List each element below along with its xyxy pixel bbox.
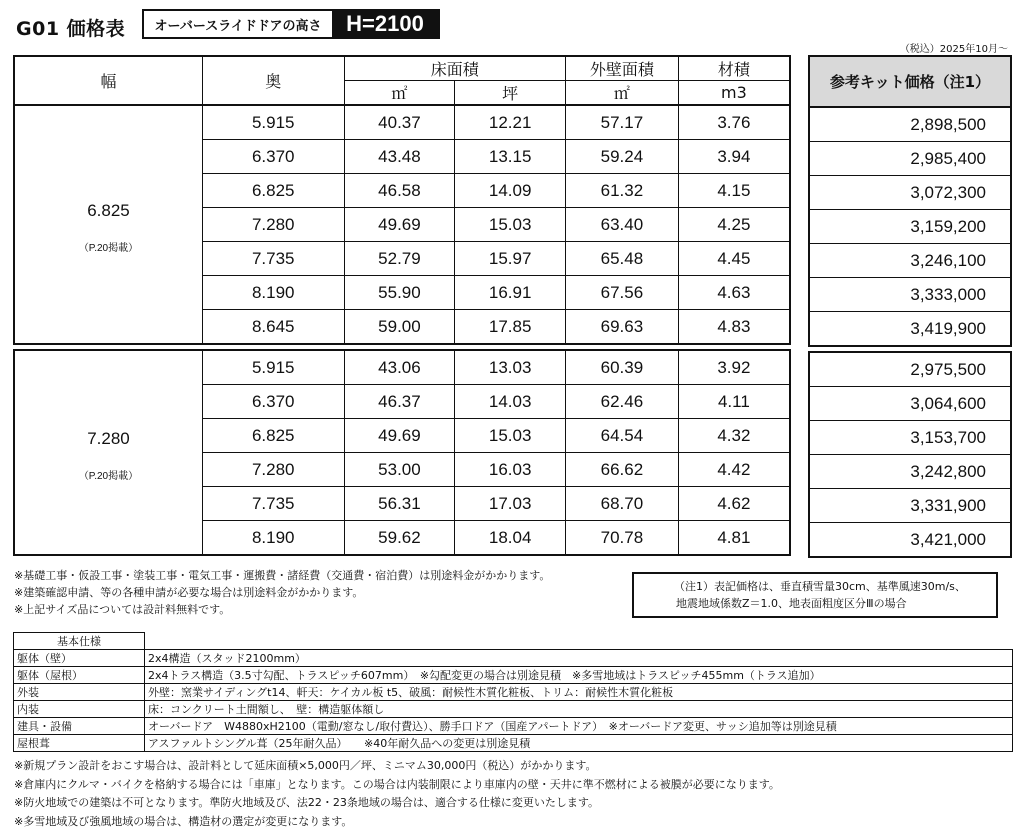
- note-box-line: （注1）表記価格は、垂直積雪量30cm、基準風速30m/s、: [674, 580, 966, 593]
- price-row: [809, 107, 1011, 142]
- reference-price-table: [808, 55, 1012, 558]
- wall-area-cell: 60.39: [566, 350, 679, 385]
- floor-m2-cell: 40.37: [344, 105, 455, 140]
- floor-tsubo-cell: 16.91: [455, 276, 566, 310]
- spec-key: 建具・設備: [14, 718, 145, 735]
- price-row: [809, 455, 1011, 489]
- material-cell: 4.11: [678, 385, 790, 419]
- kit-price-cell: 3,072,300: [809, 176, 1011, 210]
- price-row: [809, 421, 1011, 455]
- kit-price-cell: 2,975,500: [809, 352, 1011, 387]
- price-row: [809, 278, 1011, 312]
- spec-row: [14, 701, 1013, 718]
- price-row: [809, 352, 1011, 387]
- note-line: ※基礎工事・仮設工事・塗装工事・電気工事・運搬費・諸経費（交通費・宿泊費）は別途料金がかかります。: [14, 569, 551, 582]
- width-cell: [14, 105, 202, 344]
- spec-table: [13, 632, 1013, 752]
- wall-area-cell: 64.54: [566, 419, 679, 453]
- width-cell: [14, 350, 202, 555]
- unit-floor-tsubo: 坪: [455, 81, 566, 106]
- door-height-box: [142, 9, 440, 39]
- price-row: [809, 489, 1011, 523]
- depth-cell: 6.370: [202, 385, 344, 419]
- price-row: [809, 312, 1011, 347]
- depth-cell: 8.190: [202, 276, 344, 310]
- header-width: 幅: [14, 56, 202, 105]
- door-height-label: オーバースライドドアの高さ: [154, 18, 322, 34]
- header-depth: 奥: [202, 56, 344, 105]
- table-row: [14, 105, 790, 140]
- floor-m2-cell: 56.31: [344, 487, 455, 521]
- kit-price-cell: 3,331,900: [809, 489, 1011, 523]
- wall-area-cell: 61.32: [566, 174, 679, 208]
- table-header-row: [14, 56, 790, 81]
- note-line: ※建築確認申請、等の各種申請が必要な場合は別途料金がかかります。: [14, 586, 364, 599]
- material-cell: 4.81: [678, 521, 790, 556]
- note-box-line: 地震地域係数Z＝1.0、地表面粗度区分Ⅲの場合: [676, 597, 907, 610]
- depth-cell: 7.735: [202, 487, 344, 521]
- unit-floor-m2: ㎡: [344, 81, 455, 106]
- floor-tsubo-cell: 15.03: [455, 208, 566, 242]
- floor-tsubo-cell: 13.15: [455, 140, 566, 174]
- spec-value: 床：コンクリート土間額し、 壁：構造躯体額し: [145, 701, 1013, 718]
- kit-price-cell: 3,333,000: [809, 278, 1011, 312]
- tax-note: （税込）2025年10月～: [899, 44, 1008, 55]
- floor-m2-cell: 49.69: [344, 208, 455, 242]
- floor-m2-cell: 55.90: [344, 276, 455, 310]
- material-cell: 3.76: [678, 105, 790, 140]
- depth-cell: 8.645: [202, 310, 344, 345]
- spec-value: 2x4構造（スタッド2100mm）: [145, 650, 1013, 667]
- spec-value: 2x4トラス構造（3.5寸勾配、トラスピッチ607mm） ※勾配変更の場合は別途見積 ※多雪地域はトラスピッチ455mm（トラス追加）: [145, 667, 1013, 684]
- wall-area-cell: 63.40: [566, 208, 679, 242]
- unit-wall-m2: ㎡: [566, 81, 679, 106]
- depth-cell: 6.825: [202, 419, 344, 453]
- kit-price-cell: 3,064,600: [809, 387, 1011, 421]
- depth-cell: 6.825: [202, 174, 344, 208]
- price-row: [809, 387, 1011, 421]
- material-cell: 3.92: [678, 350, 790, 385]
- floor-tsubo-cell: 13.03: [455, 350, 566, 385]
- price-table: [13, 55, 791, 556]
- material-cell: 4.45: [678, 242, 790, 276]
- kit-price-cell: 3,159,200: [809, 210, 1011, 244]
- spec-key: 内装: [14, 701, 145, 718]
- price-row: [809, 176, 1011, 210]
- floor-m2-cell: 43.48: [344, 140, 455, 174]
- depth-cell: 7.280: [202, 208, 344, 242]
- floor-tsubo-cell: 15.97: [455, 242, 566, 276]
- depth-cell: 5.915: [202, 350, 344, 385]
- spec-row: [14, 684, 1013, 701]
- width-value: 6.825: [87, 201, 130, 220]
- page-title: G01 価格表: [16, 18, 126, 40]
- wall-area-cell: 68.70: [566, 487, 679, 521]
- kit-price-cell: 3,242,800: [809, 455, 1011, 489]
- material-cell: 4.42: [678, 453, 790, 487]
- header-floor-area: 床面積: [344, 56, 565, 81]
- floor-tsubo-cell: 12.21: [455, 105, 566, 140]
- spec-row: [14, 667, 1013, 684]
- floor-tsubo-cell: 18.04: [455, 521, 566, 556]
- unit-material-m3: m3: [678, 81, 790, 106]
- spec-row: [14, 718, 1013, 735]
- floor-tsubo-cell: 14.03: [455, 385, 566, 419]
- floor-tsubo-cell: 15.03: [455, 419, 566, 453]
- header-wall-area: 外壁面積: [566, 56, 679, 81]
- material-cell: 4.25: [678, 208, 790, 242]
- wall-area-cell: 66.62: [566, 453, 679, 487]
- note-line: ※多雪地域及び強風地域の場合は、構造材の選定が変更になります。: [14, 814, 353, 828]
- spec-title: 基本仕様: [14, 633, 145, 650]
- floor-m2-cell: 52.79: [344, 242, 455, 276]
- width-value: 7.280: [87, 429, 130, 448]
- notes-top: [14, 567, 550, 618]
- kit-price-cell: 3,246,100: [809, 244, 1011, 278]
- wall-area-cell: 59.24: [566, 140, 679, 174]
- spec-value: オーバードア W4880xH2100（電動/窓なし/取付費込）、勝手口ドア（国産アパートドア） ※オーバードア変更、サッシ追加等は別途見積: [145, 718, 1013, 735]
- header-kit-price: 参考キット価格（注1）: [809, 56, 1011, 107]
- wall-area-cell: 62.46: [566, 385, 679, 419]
- spec-value: 外壁：窯業サイディングt14、軒天：ケイカル板 t5、破風：耐候性木質化粧板、トリム：耐候性木質化粧板: [145, 684, 1013, 701]
- floor-tsubo-cell: 16.03: [455, 453, 566, 487]
- note-line: ※上記サイズ品については設計料無料です。: [14, 603, 231, 616]
- depth-cell: 7.280: [202, 453, 344, 487]
- spec-key: 屋根葺: [14, 735, 145, 752]
- material-cell: 4.15: [678, 174, 790, 208]
- spec-row: [14, 735, 1013, 752]
- door-height-value: H=2100: [332, 11, 438, 37]
- spec-value: アスファルトシングル葺（25年耐久品） ※40年耐久品への変更は別途見積: [145, 735, 1013, 752]
- kit-price-cell: 2,898,500: [809, 107, 1011, 142]
- page-reference: （P.20掲載）: [78, 243, 139, 254]
- header-material: 材積: [678, 56, 790, 81]
- floor-tsubo-cell: 14.09: [455, 174, 566, 208]
- wall-area-cell: 70.78: [566, 521, 679, 556]
- note-line: ※防火地域での建築は不可となります。準防火地域及び、法22・23条地域の場合は、適合する仕様に変更いたします。: [14, 796, 600, 809]
- depth-cell: 5.915: [202, 105, 344, 140]
- price-row: [809, 142, 1011, 176]
- wall-area-cell: 65.48: [566, 242, 679, 276]
- material-cell: 4.63: [678, 276, 790, 310]
- kit-price-cell: 2,985,400: [809, 142, 1011, 176]
- spec-key: 躯体（屋根）: [14, 667, 145, 684]
- page-reference: （P.20掲載）: [78, 471, 139, 482]
- table-row: [14, 350, 790, 385]
- floor-m2-cell: 43.06: [344, 350, 455, 385]
- wall-area-cell: 57.17: [566, 105, 679, 140]
- material-cell: 4.83: [678, 310, 790, 345]
- notes-bottom: [14, 757, 780, 831]
- spec-row: [14, 650, 1013, 667]
- depth-cell: 8.190: [202, 521, 344, 556]
- floor-tsubo-cell: 17.03: [455, 487, 566, 521]
- note-line: ※新規プラン設計をおこす場合は、設計料として延床面積×5,000円／坪、ミニマム30,000円（税込）がかかります。: [14, 759, 597, 772]
- wall-area-cell: 69.63: [566, 310, 679, 345]
- spec-key: 外装: [14, 684, 145, 701]
- price-condition-note: [632, 572, 998, 618]
- kit-price-cell: 3,153,700: [809, 421, 1011, 455]
- kit-price-cell: 3,419,900: [809, 312, 1011, 347]
- depth-cell: 7.735: [202, 242, 344, 276]
- material-cell: 3.94: [678, 140, 790, 174]
- floor-m2-cell: 46.37: [344, 385, 455, 419]
- depth-cell: 6.370: [202, 140, 344, 174]
- floor-m2-cell: 59.62: [344, 521, 455, 556]
- price-row: [809, 523, 1011, 558]
- material-cell: 4.62: [678, 487, 790, 521]
- material-cell: 4.32: [678, 419, 790, 453]
- kit-price-cell: 3,421,000: [809, 523, 1011, 558]
- price-row: [809, 210, 1011, 244]
- floor-m2-cell: 53.00: [344, 453, 455, 487]
- floor-m2-cell: 49.69: [344, 419, 455, 453]
- spec-key: 躯体（壁）: [14, 650, 145, 667]
- price-row: [809, 244, 1011, 278]
- note-line: ※倉庫内にクルマ・バイクを格納する場合には「車庫」となります。この場合は内装制限により車庫内の壁・天井に準不燃材による被膜が必要になります。: [14, 777, 780, 791]
- wall-area-cell: 67.56: [566, 276, 679, 310]
- floor-m2-cell: 59.00: [344, 310, 455, 345]
- floor-tsubo-cell: 17.85: [455, 310, 566, 345]
- floor-m2-cell: 46.58: [344, 174, 455, 208]
